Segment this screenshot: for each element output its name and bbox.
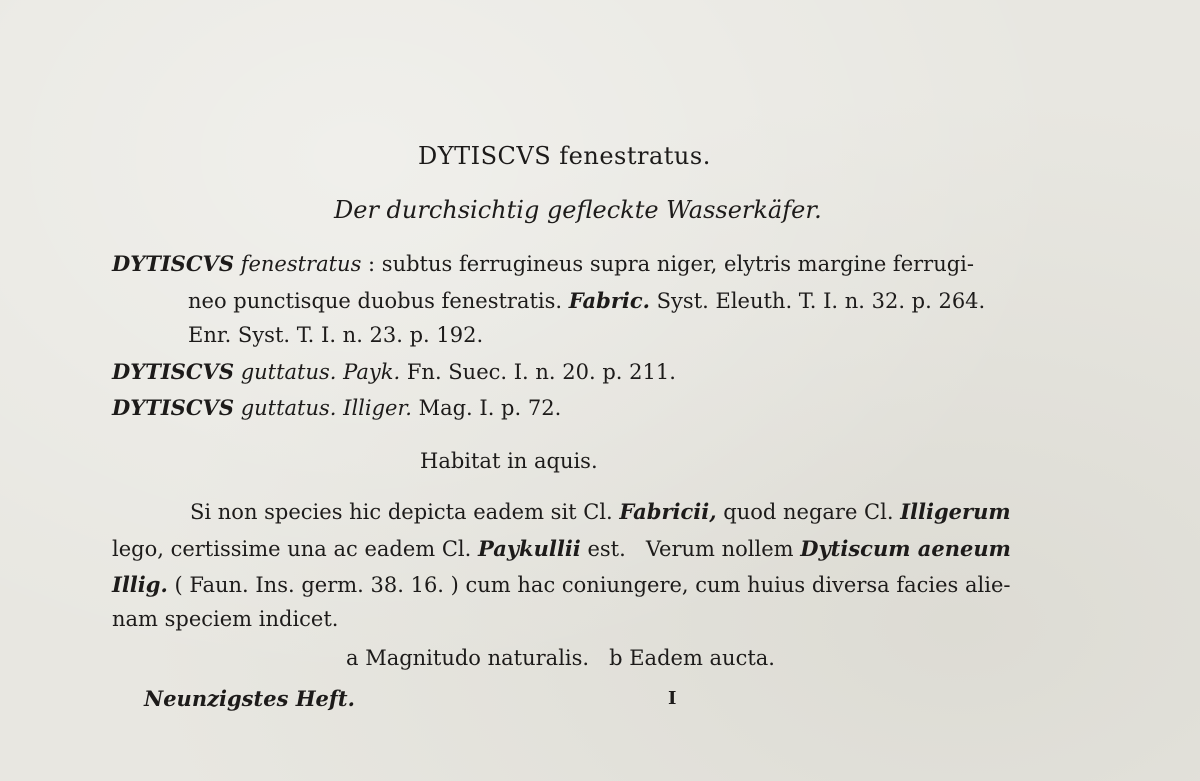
species-name: Dytiscum aeneum	[800, 536, 1011, 561]
species-name: guttatus.	[240, 396, 337, 420]
body-text: est. Verum nollem	[587, 537, 794, 561]
species-name: guttatus.	[240, 360, 337, 384]
synonym-line	[112, 397, 561, 419]
author-name: Payk.	[343, 360, 401, 384]
synonym-line	[112, 361, 676, 383]
genus-name: DYTISCVS	[112, 395, 234, 420]
reference-text: Syst. Eleuth. T. I. n. 32. p. 264.	[656, 289, 986, 313]
page-title: DYTISCVS fenestratus.	[418, 142, 711, 170]
reference-text: Fn. Suec. I. n. 20. p. 211.	[406, 360, 676, 384]
body-text: quod negare Cl.	[723, 500, 894, 524]
species-name: fenestratus	[240, 252, 362, 276]
author-name: Fabricii,	[619, 499, 717, 524]
habitat-line: Habitat in aquis.	[420, 449, 598, 473]
synonym-continuation	[188, 325, 483, 346]
colon: :	[361, 252, 376, 276]
body-line	[112, 574, 1010, 596]
author-name: Paykullii	[478, 536, 581, 561]
footer-heft: Neunzigstes Heft.	[144, 686, 355, 711]
figure-caption: a Magnitudo naturalis. b Eadem aucta.	[346, 646, 775, 670]
body-text: nam speciem indicet.	[112, 607, 339, 631]
author-name: Illigerum	[900, 499, 1011, 524]
synonym-continuation	[188, 290, 985, 312]
page-subtitle: Der durchsichtig gefleckte Wasserkäfer.	[334, 196, 822, 224]
signature-mark: I	[668, 688, 677, 709]
reference-text: Mag. I. p. 72.	[418, 396, 562, 420]
reference-text: Enr. Syst. T. I. n. 23. p. 192.	[188, 323, 484, 347]
body-text: Si non species hic depicta eadem sit Cl.	[190, 500, 613, 524]
synonym-line	[112, 253, 974, 275]
author-name: Illig.	[112, 572, 168, 597]
body-text: ( Faun. Ins. germ. 38. 16. ) cum hac coniungere, cum huius diversa facies alie-	[174, 573, 1011, 597]
author-name: Illiger.	[343, 396, 412, 420]
description-text: subtus ferrugineus supra niger, elytris margine ferrugi-	[375, 252, 974, 276]
description-text: neo punctisque duobus fenestratis.	[188, 289, 563, 313]
author-name: Fabric.	[568, 288, 650, 313]
body-line	[112, 538, 1011, 560]
genus-name: DYTISCVS	[112, 251, 234, 276]
genus-name: DYTISCVS	[112, 359, 234, 384]
body-text: lego, certissime una ac eadem Cl.	[112, 537, 472, 561]
body-line	[190, 501, 1011, 523]
body-line	[112, 609, 338, 630]
